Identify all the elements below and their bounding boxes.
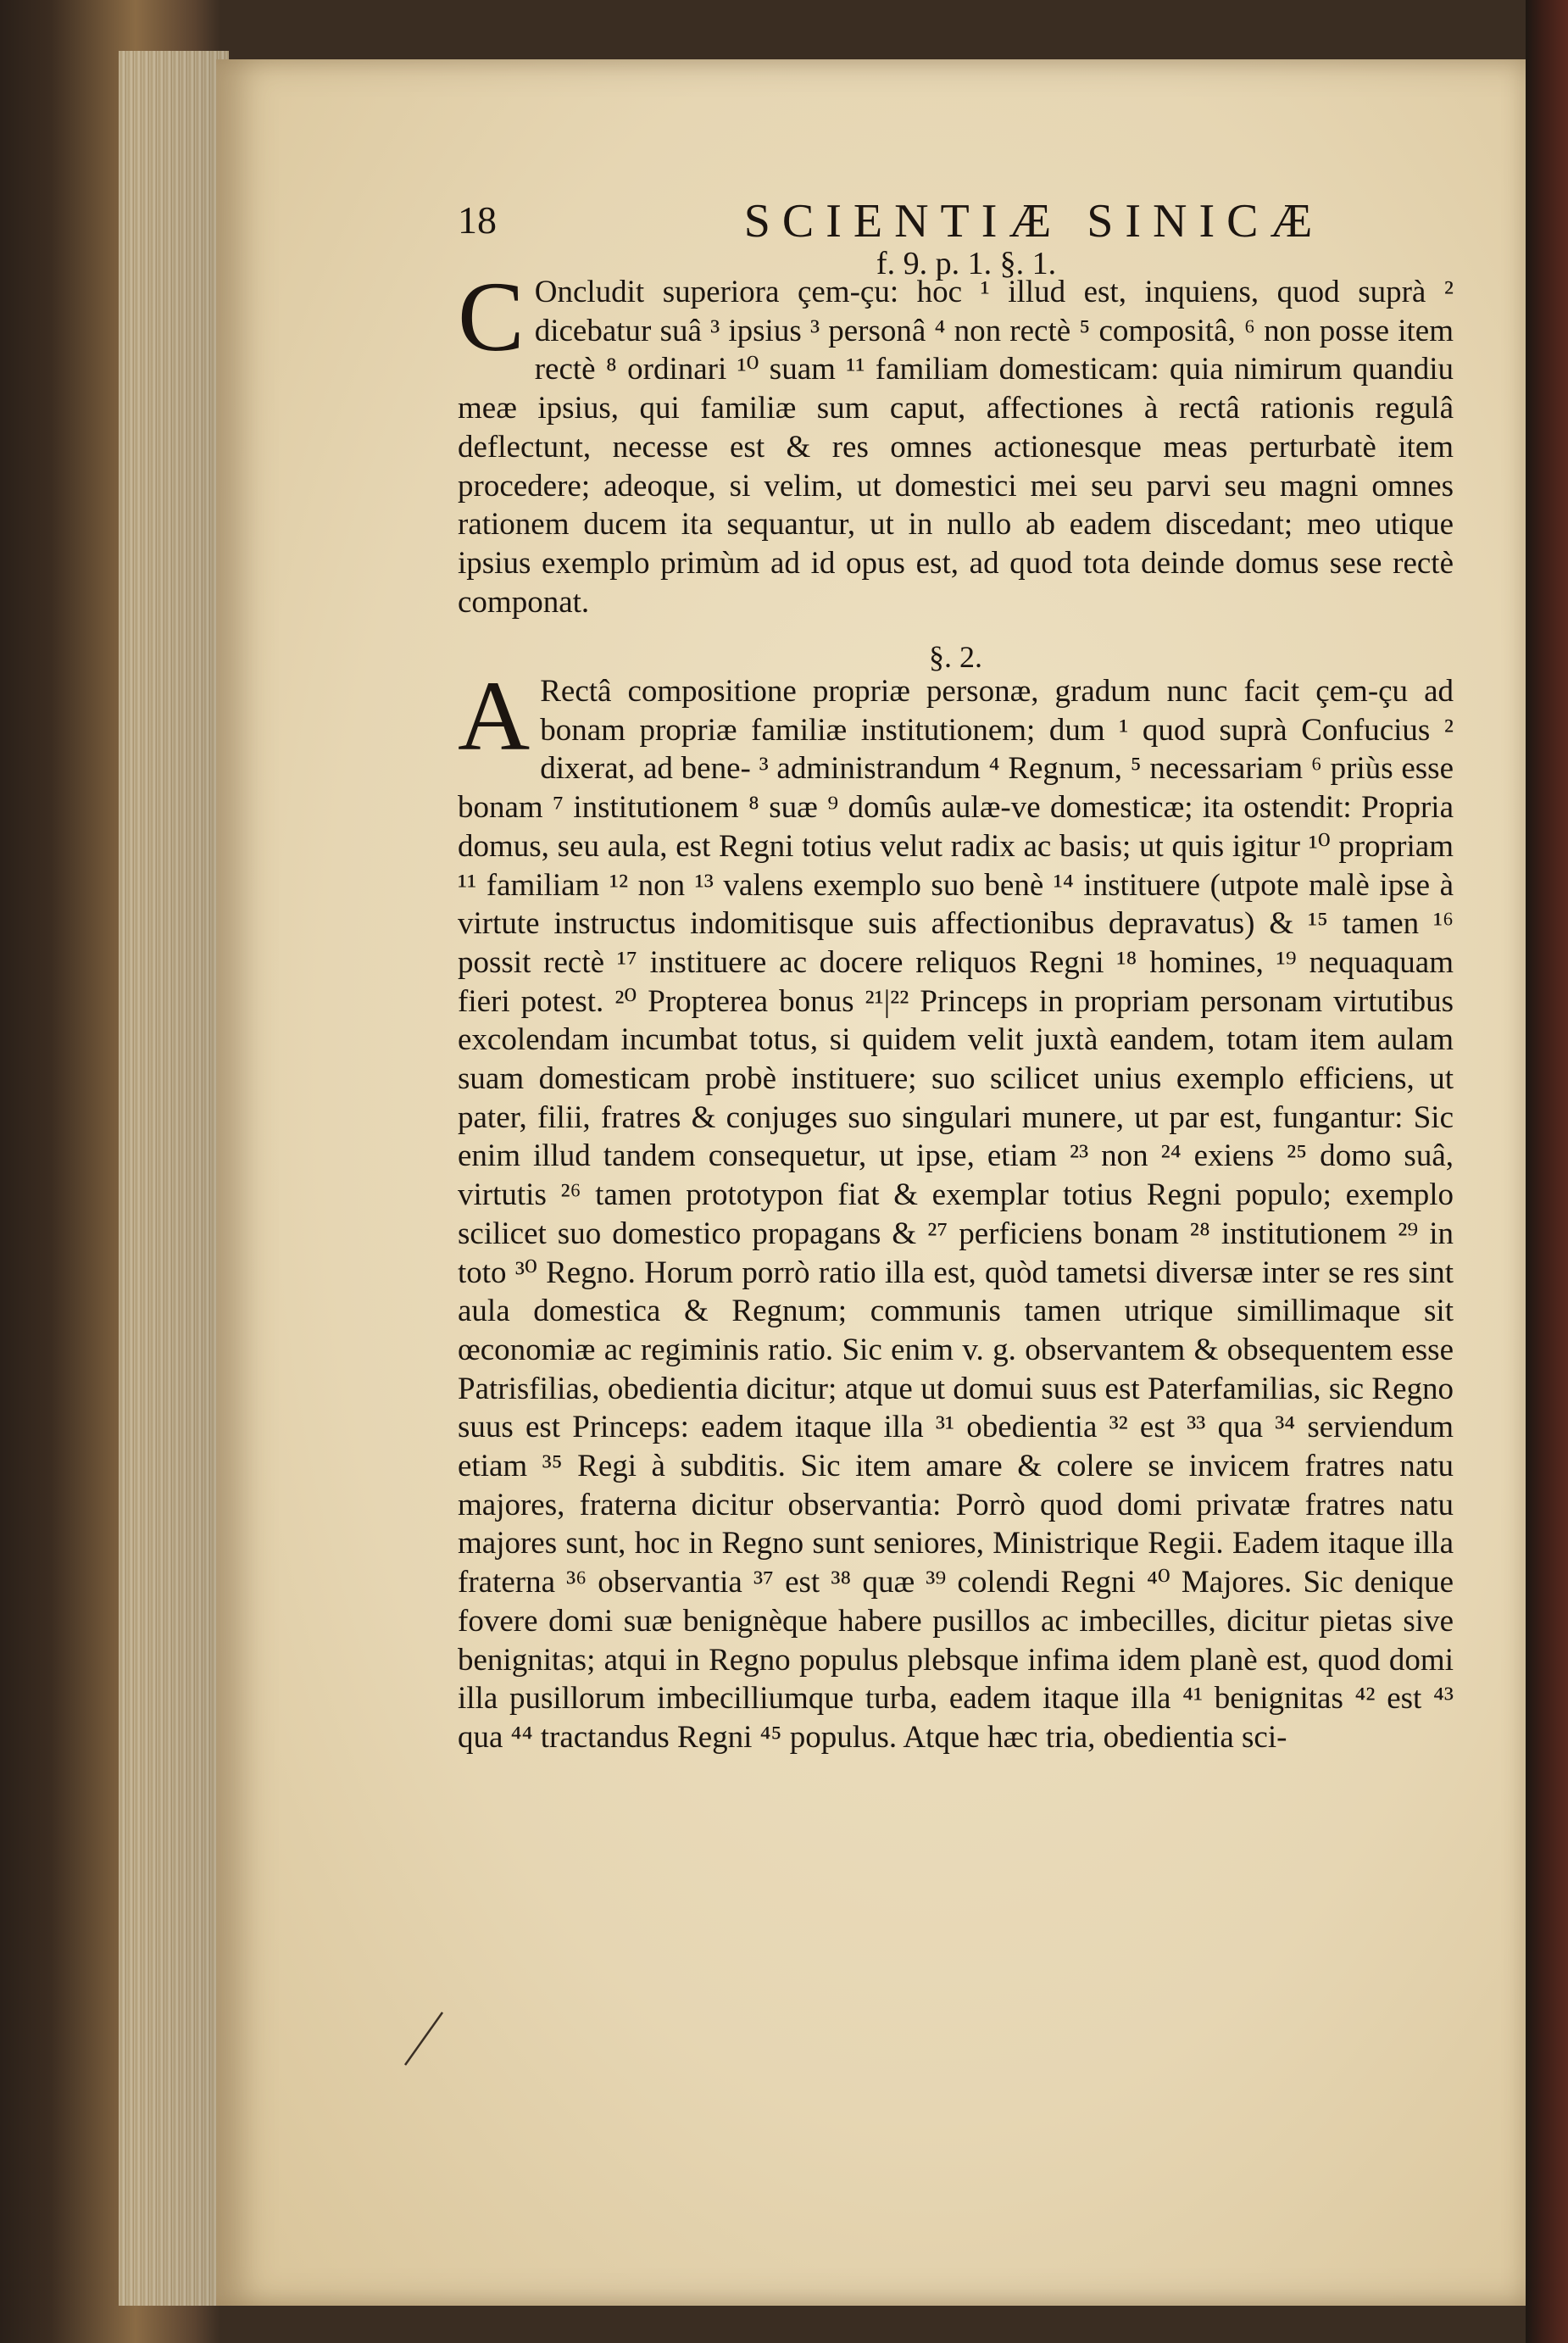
section-2-mark: §. 2. <box>929 640 982 674</box>
drop-cap-c: C <box>458 261 525 372</box>
section-2-text: Rectâ compositione propriæ personæ, gradum nunc facit çem-çu ad bonam propriæ familiæ institutionem; dum ¹ quod suprà Confucius ² dixerat, ad bene- ³ administrandum ⁴ Regnum, ⁵ necessariam ⁶ priùs esse bonam ⁷ institutionem ⁸ suæ ⁹ domûs aulæ-ve domesticæ; ita ostendit: Propria domus, seu aula, est Regni totius velut radix ac basis; ut quis igitur ¹⁰ propriam ¹¹ familiam ¹² non ¹³ valens exemplo suo benè ¹⁴ instituere (utpote malè ipse à virtute instructus indomitisque suis affectionibus depravatus) & ¹⁵ tamen ¹⁶ possit rectè ¹⁷ instituere ac docere reliquos Regni ¹⁸ homines, ¹⁹ nequaquam fieri potest. ²⁰ Propterea bonus ²¹|²² Princeps in propriam personam virtutibus excolendam incumbat totus, si quidem velit juxtà eandem, totam item aulam suam domesticam probè instituere; suo scilicet unius exemplo efficiens, ut pater, filii, fratres & conjuges suo singulari munere, ut par est, fungantur: Sic enim illud tandem consequetur, ut ipse, etiam ²³ non ²⁴ exiens ²⁵ domo suâ, virtutis ²⁶ tamen prototypon fiat & exemplar totius Regni populo; exemplo scilicet suo domestico propagans & ²⁷ perficiens bonam ²⁸ institutionem ²⁹ in toto ³⁰ Regno. Horum porrò ratio illa est, quòd tametsi diversæ inter se res sint aula domestica & Regnum; communis tamen utrique simillimaque sit œconomiæ ac regiminis ratio. Sic enim v. g. observantem & obsequentem esse Patrisfilias, obedientia dicitur; atque ut domui suus est Paterfamilias, sic Regno suus est Princeps: eadem itaque illa ³¹ obedientia ³² est ³³ qua ³⁴ serviendum etiam ³⁵ Regi à subditis. Sic item amare & colere se invicem fratres natu majores, fraterna dicitur observantia: Porrò quod domi privatæ fratres natu majores sunt, hoc in Regno sunt seniores, Ministrique Regii. Eadem itaque illa fraterna ³⁶ observantia ³⁷ est ³⁸ quæ ³⁹ colendi Regni ⁴⁰ Majores. Sic denique fovere domi suæ benignèque habere pusillos ac imbecilles, dicitur pietas sive benignitas; atqui in Regno populus plebsque infima idem planè est, quod domi illa pusillorum imbecilliumque turba, eadem itaque illa ⁴¹ benignitas ⁴² est ⁴³ qua ⁴⁴ tractandus Regni ⁴⁵ populus. Atque hæc tria, obedientia sci- <box>458 674 1454 1755</box>
binding-edge <box>1526 0 1568 2343</box>
section-1-text: Oncludit superiora çem-çu: hoc ¹ illud est, inquiens, quod suprà ² dicebatur suâ ³ ipsius ³ personâ ⁴ non rectè ⁵ compositâ, ⁶ non posse item rectè ⁸ ordinari ¹⁰ suam ¹¹ familiam domesticam: quia nimirum quandiu meæ ipsius, qui familiæ sum caput, affectiones à rectâ rationis regulâ deflectunt, necesse est & res omnes actionesque meas perturbatè item procedere; adeoque, si velim, ut domestici mei seu parvi seu magni omnes rationem ducem ita sequantur, ut in nullo ab eadem discedant; meo utique ipsius exemplo primùm ad id opus est, ad quod tota deinde domus sese rectè componat. <box>458 275 1454 620</box>
page-edges <box>119 51 229 2306</box>
running-title: SCIENTIÆ SINICÆ <box>743 195 1325 248</box>
chapter-reference: f. 9. p. 1. §. 1. <box>876 246 1057 281</box>
section-2-paragraph <box>458 660 1454 1757</box>
drop-cap-a: A <box>458 660 531 771</box>
page-number: 18 <box>458 198 497 242</box>
pencil-stroke-mark <box>398 2009 449 2068</box>
